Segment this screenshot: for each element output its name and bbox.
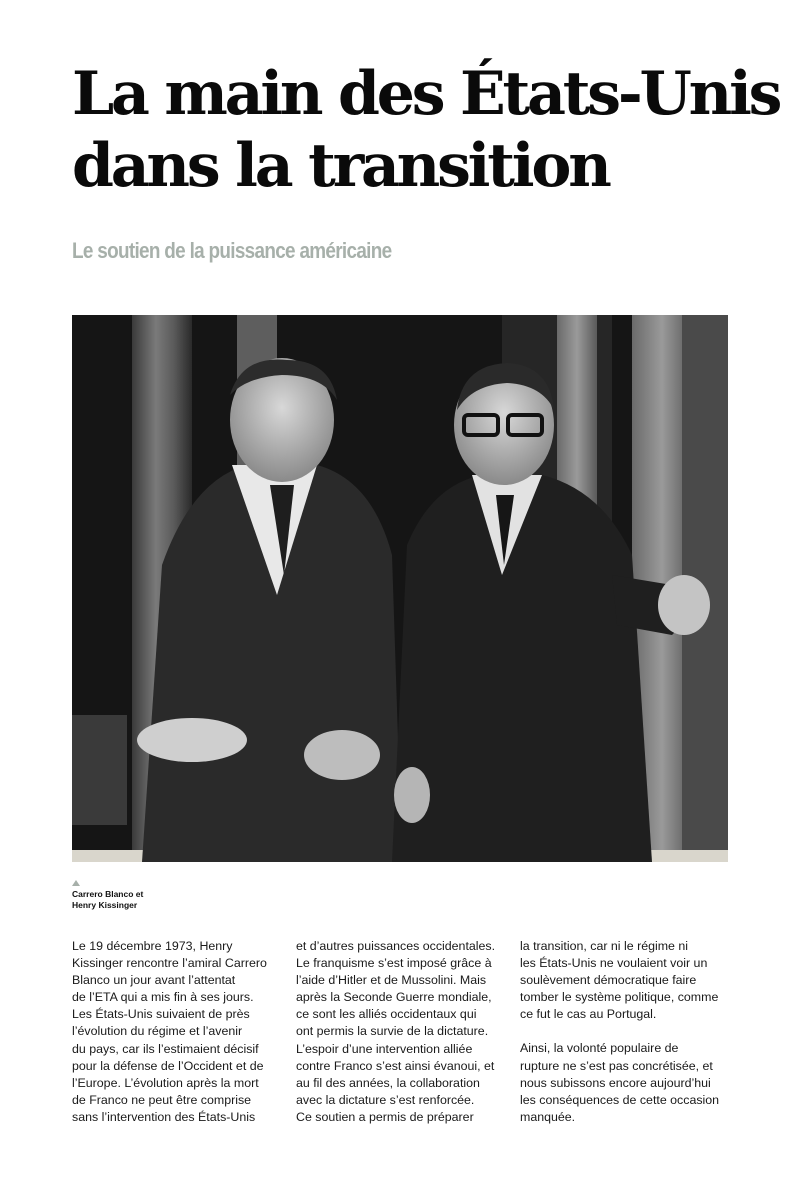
text-line: contre Franco s’est ainsi évanoui, et [296,1058,495,1073]
text-line: au fil des années, la collaboration [296,1075,480,1090]
text-line: après la Seconde Guerre mondiale, [296,990,492,1005]
text-line: Le 19 décembre 1973, Henry [72,939,233,953]
article-subtitle: Le soutien de la puissance américaine [72,238,392,263]
text-line: soulèvement démocratique faire [520,973,697,988]
text-line: de Franco ne peut être comprise [72,1092,252,1107]
title-line: La main des États-Unis [72,59,780,129]
text-line: Blanco un jour avant l’attentat [72,973,236,988]
caption-triangle-icon [72,880,80,886]
text-line: ont permis la survie de la dictature. [296,1024,489,1039]
paragraph [520,938,745,1023]
text-line: du pays, car ils l’estimaient décisif [72,1041,259,1056]
text-line: et d’autres puissances occidentales. [296,939,496,953]
text-line: l’Europe. L’évolution après la mort [72,1075,259,1090]
paragraph [296,938,521,1126]
text-line: sans l’intervention des États-Unis [72,1109,256,1124]
text-line: l’aide d’Hitler et de Mussolini. Mais [296,973,487,988]
caption-line: Henry Kissinger [72,900,138,910]
text-line: la transition, car ni le régime ni [520,939,689,953]
text-column-3 [520,938,745,1126]
text-line: ce fut le cas au Portugal. [520,1007,657,1022]
right-man-hand [658,575,710,635]
text-line: pour la défense de l’Occident et de [72,1058,264,1073]
text-line: avec la dictature s’est renforcée. [296,1092,475,1107]
paragraph [72,938,297,1126]
text-line: les conséquences de cette occasion [520,1092,720,1107]
text-line: de l’ETA qui a mis fin à ses jours. [72,990,254,1005]
text-line: Les États-Unis suivaient de près [72,1007,250,1022]
text-column-2 [296,938,521,1126]
text-line: Ce soutien a permis de préparer [296,1109,474,1124]
text-line: tomber le système politique, comme [520,990,719,1005]
right-man-suit [392,475,652,862]
title-line: dans la transition [72,131,609,201]
text-line: ce sont les alliés occidentaux qui [296,1007,477,1022]
paragraph [520,1040,745,1125]
photo-illustration [72,315,728,862]
text-line: rupture ne s’est pas concrétisée, et [520,1058,713,1073]
text-line: Le franquisme s’est imposé grâce à [296,956,492,971]
text-line: manquée. [520,1109,576,1124]
text-line: l’évolution du régime et l’avenir [72,1024,243,1039]
text-line: les États-Unis ne voulaient voir un [520,956,708,971]
article-title [72,58,782,202]
text-line: Ainsi, la volonté populaire de [520,1041,679,1056]
text-line: Kissinger rencontre l’amiral Carrero [72,956,267,971]
text-column-1 [72,938,297,1126]
article-photo [72,315,728,862]
text-line: nous subissons encore aujourd’hui [520,1075,711,1090]
third-person-hand [137,718,247,762]
text-line: L’espoir d’une intervention alliée [296,1041,473,1056]
photo-caption [72,880,222,911]
left-man-hand [304,730,380,780]
caption-line: Carrero Blanco et [72,889,144,899]
